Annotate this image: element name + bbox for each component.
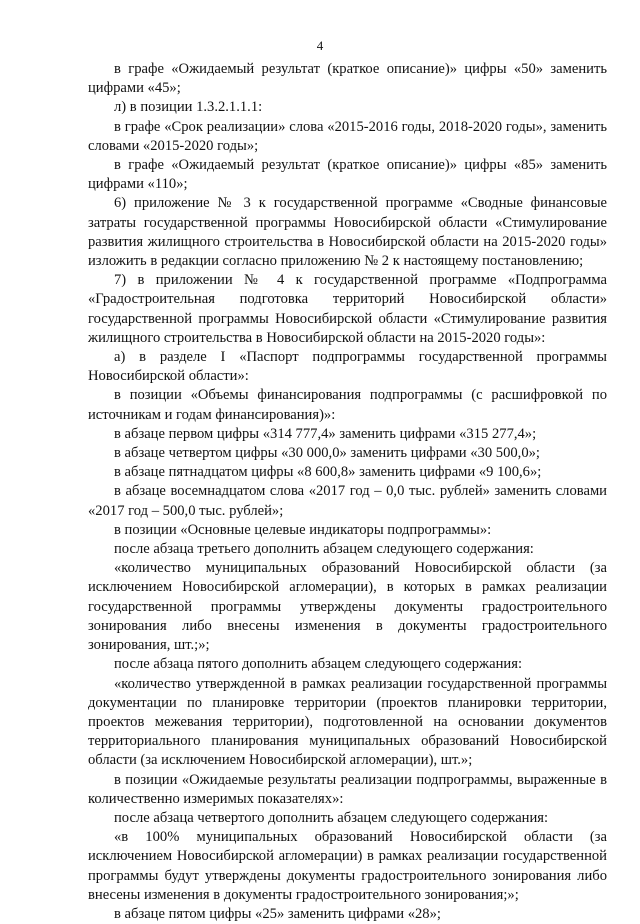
- paragraph: 6) приложение № 3 к государственной программе «Сводные финансовые затраты государственной программы Новосибирской области «Стимулирование развития жилищного строительства в Новосибирской области на 2015-2020 годы» изложить в редакции согласно приложению № 2 к настоящему постановлению;: [88, 195, 607, 270]
- paragraph: после абзаца четвертого дополнить абзацем следующего содержания:: [114, 809, 549, 826]
- paragraph: в абзаце пятнадцатом цифры «8 600,8» заменить цифрами «9 100,6»;: [114, 464, 542, 481]
- paragraph: л) в позиции 1.3.2.1.1.1:: [114, 99, 263, 116]
- paragraph: после абзаца пятого дополнить абзацем следующего содержания:: [114, 656, 522, 673]
- paragraph: в графе «Ожидаемый результат (краткое описание)» цифры «50» заменить цифрами «45»;: [88, 61, 607, 97]
- paragraph: после абзаца третьего дополнить абзацем следующего содержания:: [114, 541, 534, 558]
- paragraph: «в 100% муниципальных образований Новосибирской области (за исключением Новосибирской агломерации) в рамках реализации государственной программы будут утверждены документы градостроительного зонирования либо внесены изменения в документы градостроительного зонирования;»;: [88, 829, 607, 903]
- page-number: 4: [316, 38, 324, 53]
- paragraph: в позиции «Основные целевые индикаторы подпрограммы»:: [114, 521, 492, 538]
- paragraph: 7) в приложении № 4 к государственной программе «Подпрограмма «Градостроительная подготовка территорий Новосибирской области» государственной программы Новосибирской области «Стимулирование развития жилищного строительства в Новосибирской области на 2015-2020 годы»:: [88, 272, 607, 346]
- paragraph: «количество муниципальных образований Новосибирской области (за исключением Новосибирской агломерации), в которых в рамках реализации государственной программы утверждены документы градостроительного зонирования либо внесены изменения в документы градостроительного зонирования, шт.;»;: [88, 560, 607, 654]
- paragraph: в абзаце четвертом цифры «30 000,0» заменить цифрами «30 500,0»;: [114, 445, 540, 462]
- paragraph: в абзаце пятом цифры «25» заменить цифрами «28»;: [114, 905, 441, 922]
- document-body: [88, 60, 607, 924]
- paragraph: в позиции «Ожидаемые результаты реализации подпрограммы, выраженные в количественно измеримых показателях»:: [88, 771, 607, 807]
- paragraph: а) в разделе I «Паспорт подпрограммы государственной программы Новосибирской области»:: [88, 349, 607, 385]
- paragraph: в абзаце восемнадцатом слова «2017 год – 0,0 тыс. рублей» заменить словами «2017 год – 500,0 тыс. рублей»;: [88, 483, 607, 519]
- paragraph: в графе «Срок реализации» слова «2015-2016 годы, 2018-2020 годы», заменить словами «2015-2020 годы»;: [88, 118, 607, 154]
- paragraph: в абзаце первом цифры «314 777,4» заменить цифрами «315 277,4»;: [114, 425, 537, 442]
- paragraph: в позиции «Объемы финансирования подпрограммы (с расшифровкой по источникам и годам финансирования)»:: [88, 387, 607, 423]
- paragraph: в графе «Ожидаемый результат (краткое описание)» цифры «85» заменить цифрами «110»;: [88, 157, 607, 193]
- paragraph: «количество утвержденной в рамках реализации государственной программы документации по планировке территории (проектов планировки территории, проектов межевания территории), подготовленной на основании документов территориального планирования муниципальных образований Новосибирской области (за исключением Новосибирской агломерации), шт.»;: [88, 675, 607, 769]
